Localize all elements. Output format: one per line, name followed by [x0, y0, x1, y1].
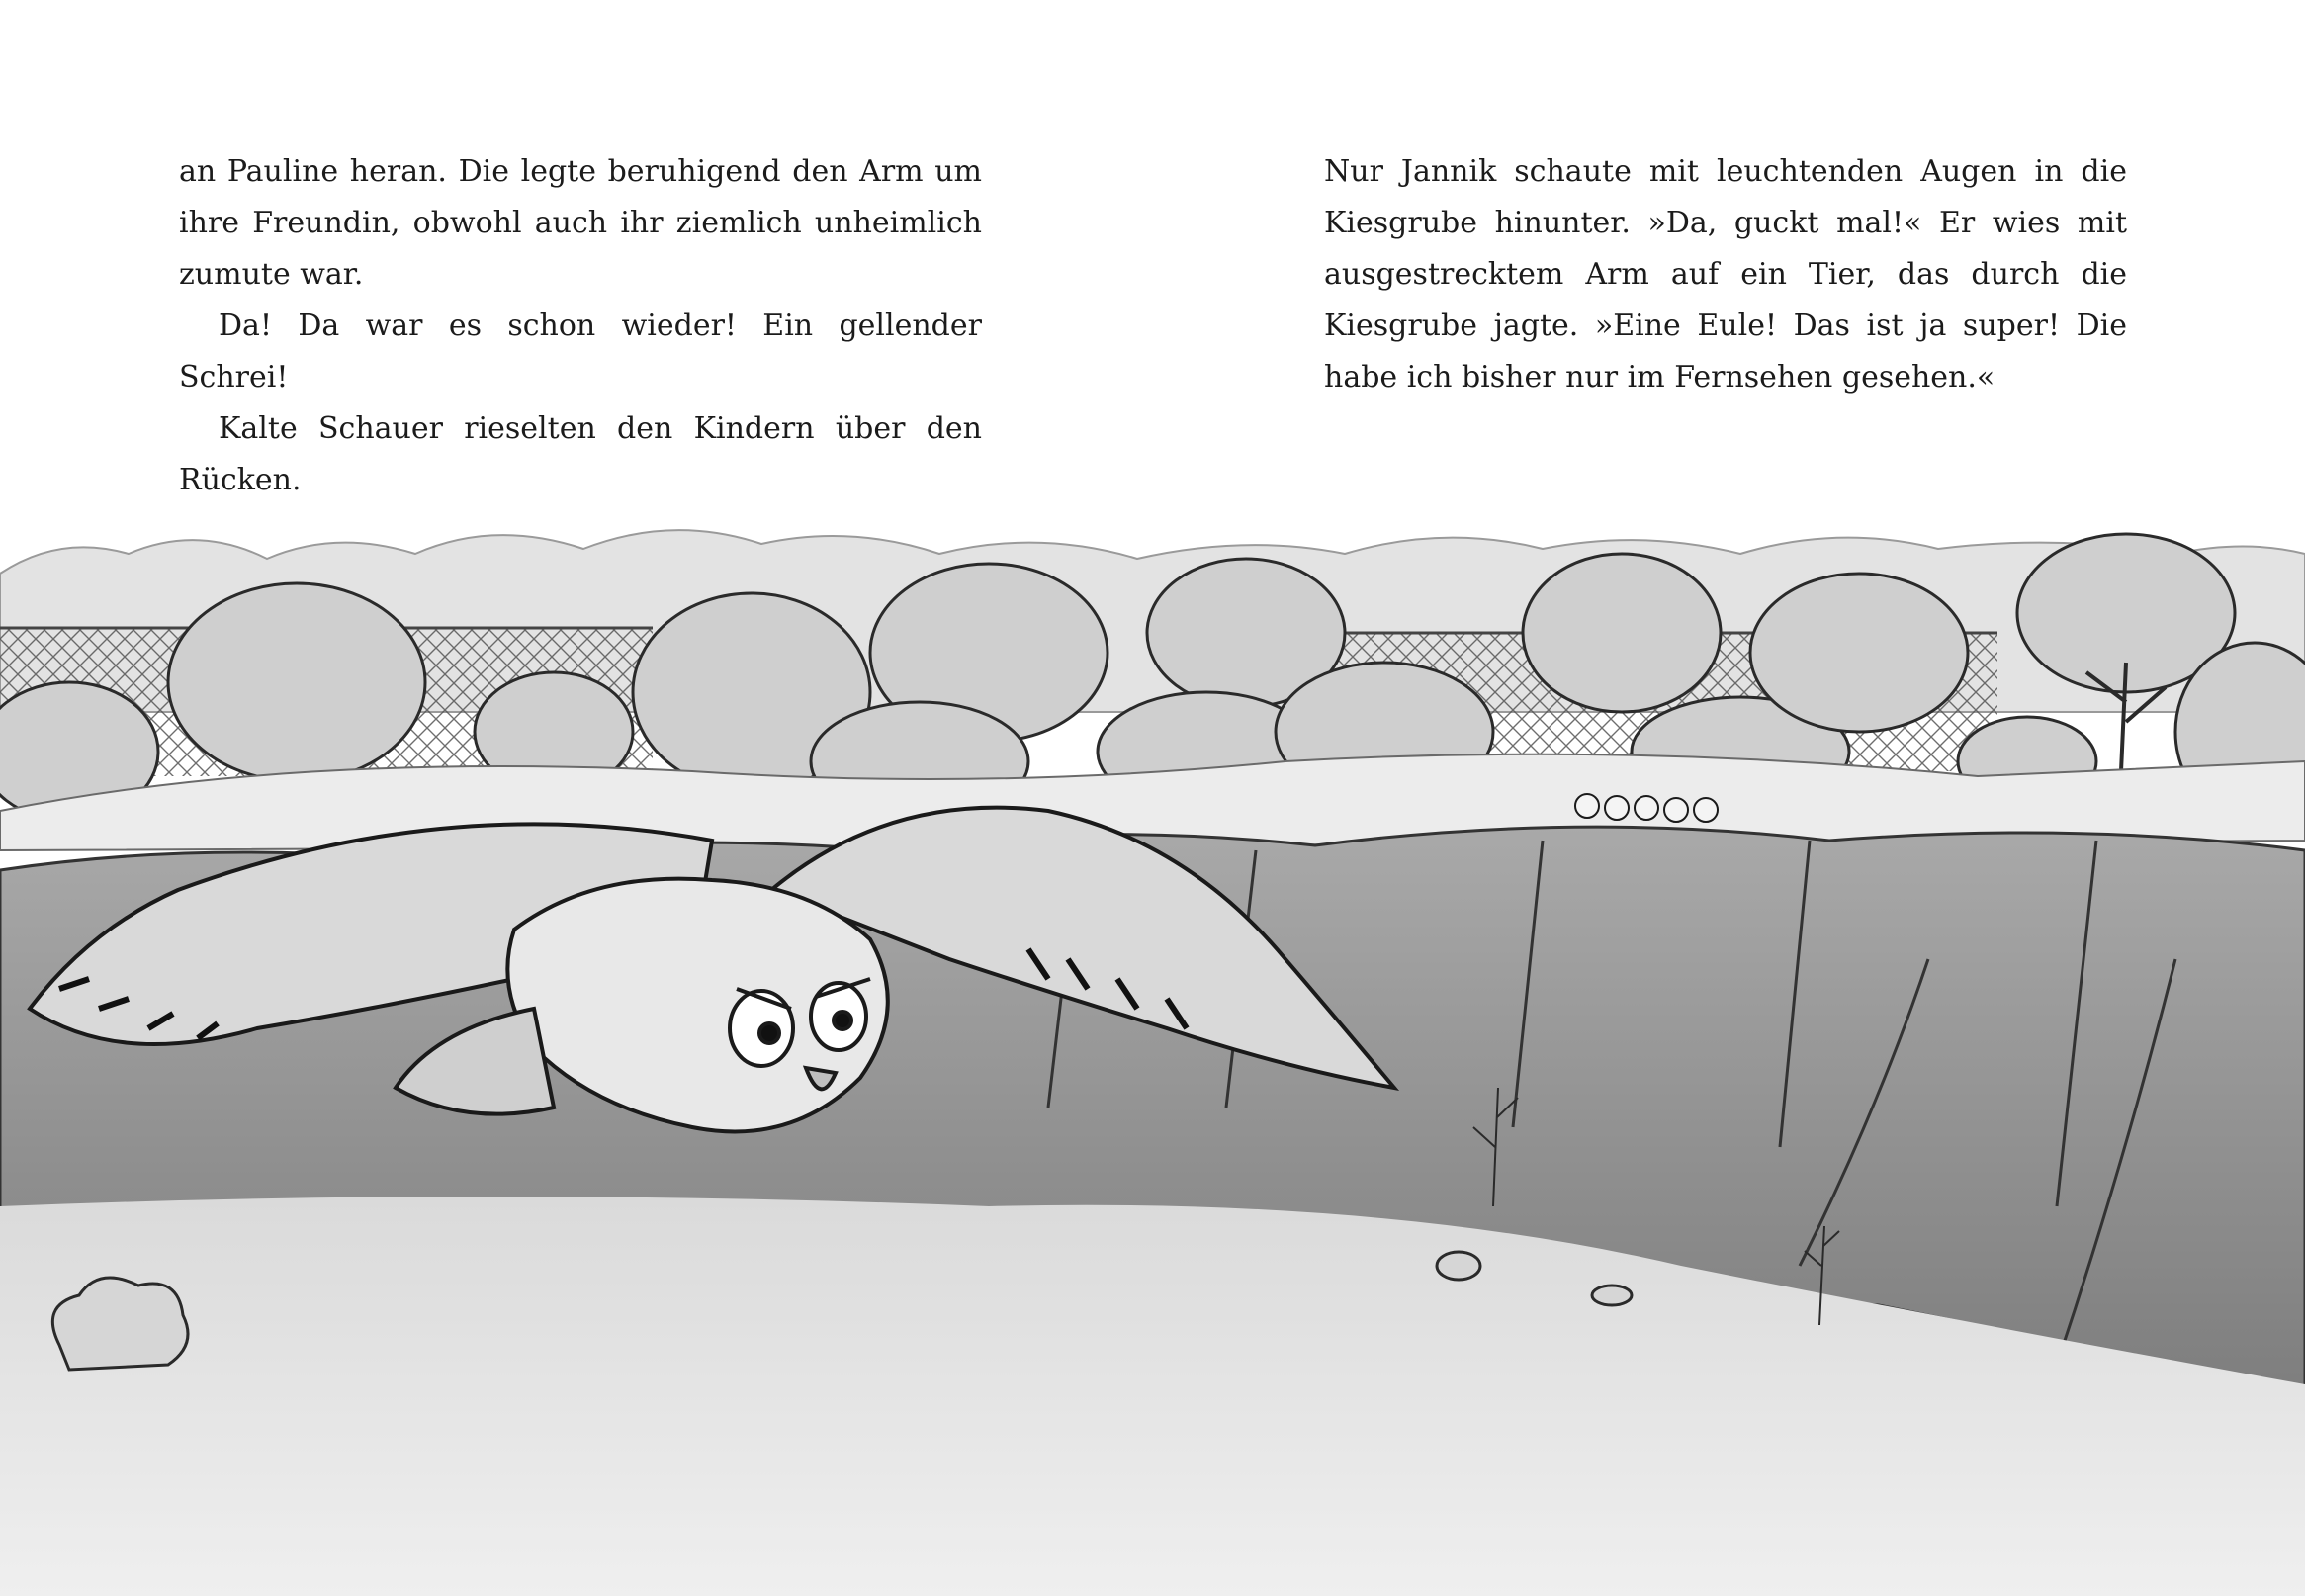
- paragraph: an Pauline heran. Die legte beruhigend den Arm um ihre Freundin, obwohl auch ihr ziemlich unheimlich zumute war.: [179, 154, 982, 292]
- paragraph: Da! Da war es schon wieder! Ein gellender Schrei!: [179, 309, 982, 395]
- paragraph: Kalte Schauer rieselten den Kindern über den Rücken.: [179, 411, 982, 497]
- right-text-column: [1324, 146, 2127, 403]
- paragraph: Nur Jannik schaute mit leuchtenden Augen in die Kiesgrube hinunter. »Da, guckt mal!« Er wies mit ausgestrecktem Arm auf ein Tier, das durch die Kiesgrube jagte. »Eine Eule! Das ist ja super! Die habe ich bisher nur im Fernsehen gesehen.«: [1324, 154, 2127, 395]
- left-text-column: [179, 146, 982, 506]
- illustration-owl-gravel-pit: [0, 514, 2305, 1596]
